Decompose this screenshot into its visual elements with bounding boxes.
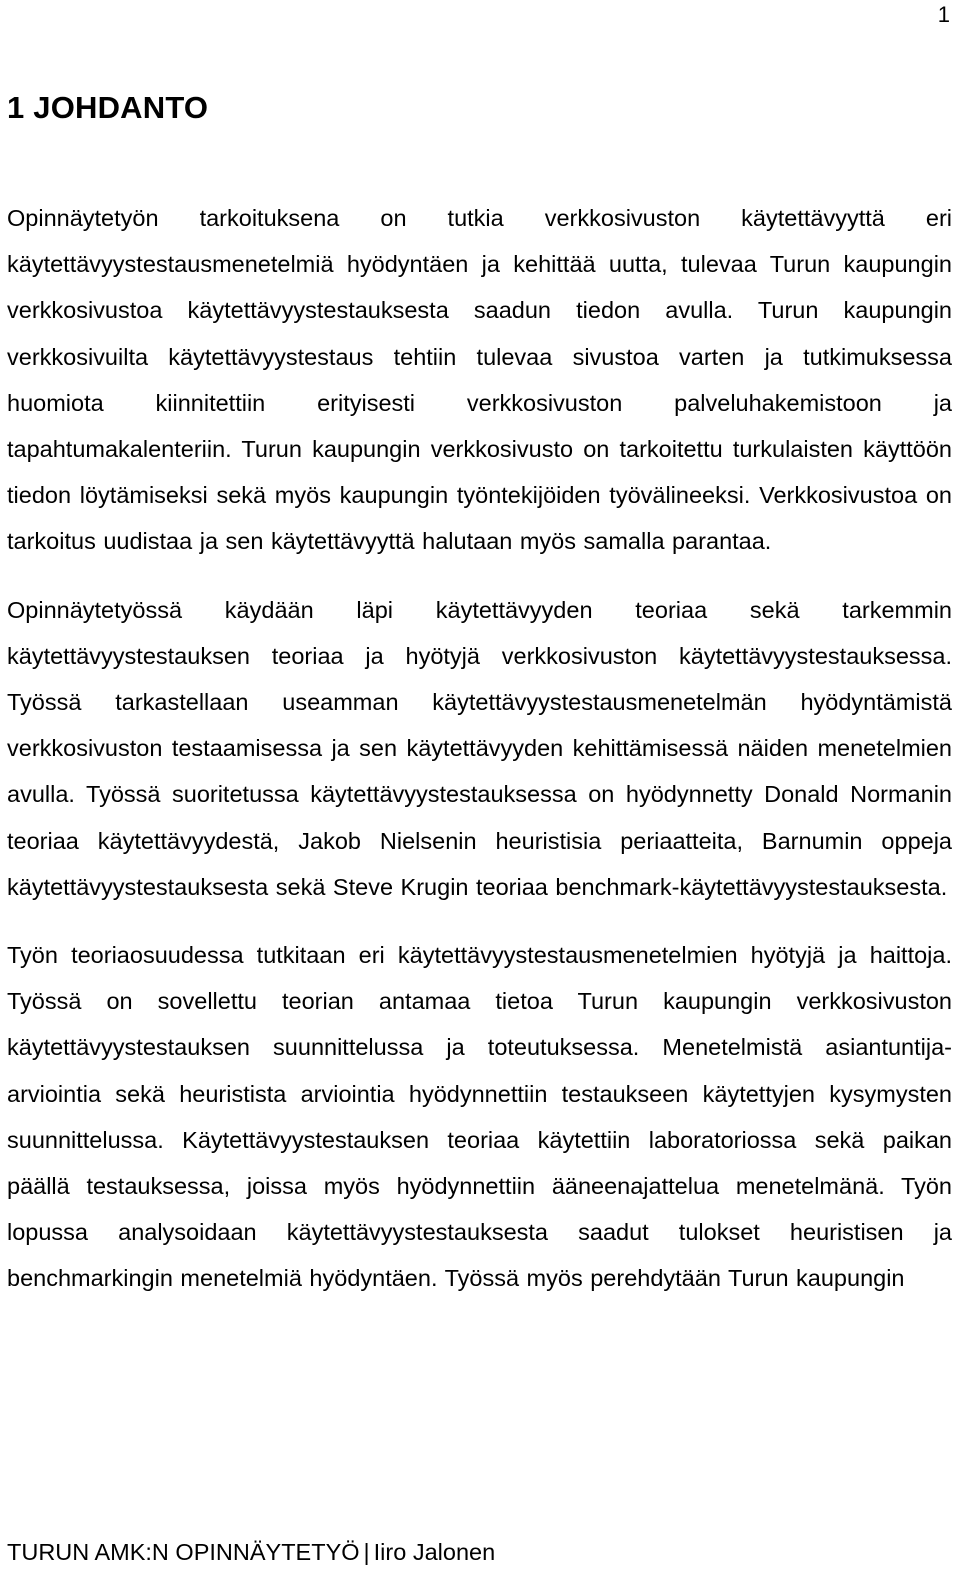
chapter-title: 1 JOHDANTO — [7, 90, 209, 125]
body-text — [7, 195, 952, 1302]
footer-separator: | — [363, 1539, 370, 1565]
footer-series: TURUN AMK:N OPINNÄYTETYÖ — [7, 1539, 360, 1565]
paragraph: Työn teoriaosuudessa tutkitaan eri käytettävyystestausmenetelmien hyötyjä ja haittoja. Työssä on sovellettu teorian antamaa tietoa Turun kaupungin verkkosivuston käytettävyystestauksen suunnittelussa ja toteutuksessa. Menetelmistä asiantuntija-arviointia sekä heuristista arviointia hyödynnettiin testaukseen käytettyjen kysymysten suunnittelussa. Käytettävyystestauksen teoriaa käytettiin laboratoriossa sekä paikan päällä testauksessa, joissa myös hyödynnettiin ääneenajattelua menetelmänä. Työn lopussa analysoidaan käytettävyystestauksesta saadut tulokset heuristisen ja benchmarkingin menetelmiä hyödyntäen. Työssä myös perehdytään Turun kaupungin — [7, 942, 952, 1292]
paragraph: Opinnäytetyössä käydään läpi käytettävyyden teoriaa sekä tarkemmin käytettävyystestauksen teoriaa ja hyötyjä verkkosivuston käytettävyystestauksessa. Työssä tarkastellaan useamman käytettävyystestausmenetelmän hyödyntämistä verkkosivuston testaamisessa ja sen käytettävyyden kehittämisessä näiden menetelmien avulla. Työssä suoritetussa käytettävyystestauksessa on hyödynnetty Donald Normanin teoriaa käytettävyydestä, Jakob Nielsenin heuristisia periaatteita, Barnumin oppeja käytettävyystestauksesta sekä Steve Krugin teoriaa benchmark-käytettävyystestauksesta. — [7, 596, 952, 900]
footer — [7, 1536, 495, 1568]
footer-author: Iiro Jalonen — [373, 1539, 496, 1565]
paragraph: Opinnäytetyön tarkoituksena on tutkia verkkosivuston käytettävyyttä eri käytettävyystestausmenetelmiä hyödyntäen ja kehittää uutta, tulevaa Turun kaupungin verkkosivustoa käytettävyystestauksesta saadun tiedon avulla. Turun kaupungin verkkosivuilta käytettävyystestaus tehtiin tulevaa sivustoa varten ja tutkimuksessa huomiota kiinnitettiin erityisesti verkkosivuston palveluhakemistoon ja tapahtumakalenteriin. Turun kaupungin verkkosivusto on tarkoitettu turkulaisten käyttöön tiedon löytämiseksi sekä myös kaupungin työntekijöiden työvälineeksi. Verkkosivustoa on tarkoitus uudistaa ja sen käytettävyyttä halutaan myös samalla parantaa. — [7, 205, 952, 555]
page-number: 1 — [937, 2, 950, 27]
